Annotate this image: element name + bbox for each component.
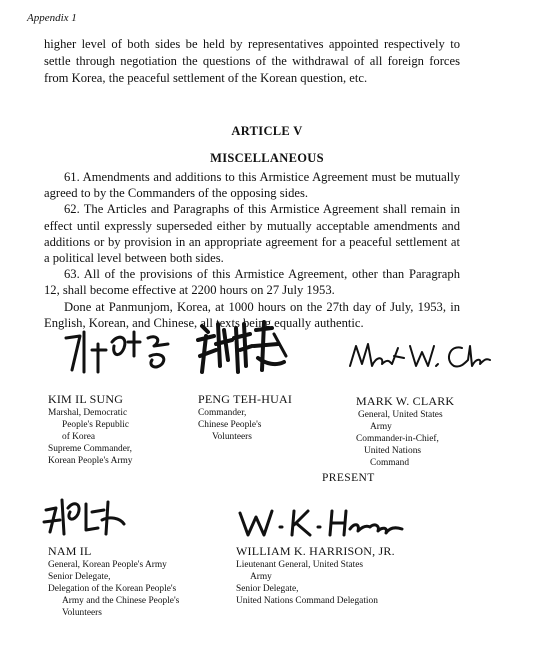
delegate-title-line: General, Korean People's Army (48, 560, 167, 570)
signatory-name: KIM IL SUNG (48, 392, 124, 406)
nam-il-signature (40, 490, 130, 540)
signatory-title-line: Command (370, 458, 410, 468)
page-header: Appendix 1 (27, 12, 77, 24)
delegate-title-line: Senior Delegate, (48, 572, 111, 582)
signatory-name: MARK W. CLARK (356, 394, 455, 408)
signatory-title-line: Supreme Commander, (48, 444, 132, 454)
signatory-title-line: Korean People's Army (48, 456, 133, 466)
delegate-title-line: Army (250, 572, 272, 582)
article-subtitle: MISCELLANEOUS (210, 151, 324, 165)
william-k-harrison-signature (236, 505, 406, 541)
signatory-title-line: Marshal, Democratic (48, 408, 128, 418)
paragraph-61: 61. Amendments and additions to this Armistice Agreement must be mutually agreed to by the Commanders of the opposing sides. (44, 170, 460, 201)
intro-paragraph: higher level of both sides be held by representatives appointed respectively to settle through negotiation the questions of the withdrawal of all foreign forces from Korea, the peaceful settlement of the Korean question, etc. (44, 37, 460, 85)
present-label: PRESENT (322, 472, 375, 484)
signatory-title-line: Commander, (198, 408, 247, 418)
peng-teh-huai-signature (194, 316, 294, 382)
delegate-title-line: United Nations Command Delegation (236, 596, 378, 606)
signatory-title-line: Chinese People's (198, 420, 262, 430)
signatory-title-line: People's Republic (62, 420, 130, 430)
paragraph-62: 62. The Articles and Paragraphs of this Armistice Agreement shall remain in effect until expressly superseded either by mutually acceptable amendments and additions or by provision in an appropriate agreement for a peaceful settlement at a political level between both sides. (44, 202, 460, 266)
signatory-name: PENG TEH-HUAI (198, 392, 293, 406)
kim-il-sung-signature (58, 320, 178, 380)
signatory-title-line: United Nations (364, 446, 422, 456)
delegate-title-line: Senior Delegate, (236, 584, 299, 594)
mark-w-clark-signature (344, 336, 494, 376)
paragraph-done: Done at Panmunjom, Korea, at 1000 hours on the 27th day of July, 1953, in English, Korean, and Chinese, all texts being equally authentic. (44, 299, 460, 330)
delegate-name: NAM IL (48, 544, 92, 558)
delegate-title-line: Volunteers (62, 608, 102, 618)
signatory-title-line: of Korea (62, 432, 96, 442)
signatory-title-line: Army (370, 422, 392, 432)
delegate-title-line: Delegation of the Korean People's (48, 584, 177, 594)
signatory-peng-teh-huai (198, 392, 292, 443)
delegate-william-k-harrison (236, 544, 395, 607)
signatory-kim-il-sung (48, 392, 132, 467)
delegate-nam-il (48, 544, 179, 619)
article-body (44, 169, 460, 331)
signatory-title-line: Commander-in-Chief, (356, 434, 439, 444)
delegate-title-line: Lieutenant General, United States (236, 560, 364, 570)
delegate-name: WILLIAM K. HARRISON, JR. (236, 544, 395, 558)
delegate-title-line: Army and the Chinese People's (62, 596, 180, 606)
article-title: ARTICLE V (231, 124, 303, 138)
signatory-title-line: General, United States (358, 410, 443, 420)
signatory-title-line: Volunteers (212, 432, 252, 442)
signatory-mark-w-clark (356, 394, 454, 469)
paragraph-63: 63. All of the provisions of this Armistice Agreement, other than Paragraph 12, shall become effective at 2200 hours on 27 July 1953. (44, 267, 460, 298)
